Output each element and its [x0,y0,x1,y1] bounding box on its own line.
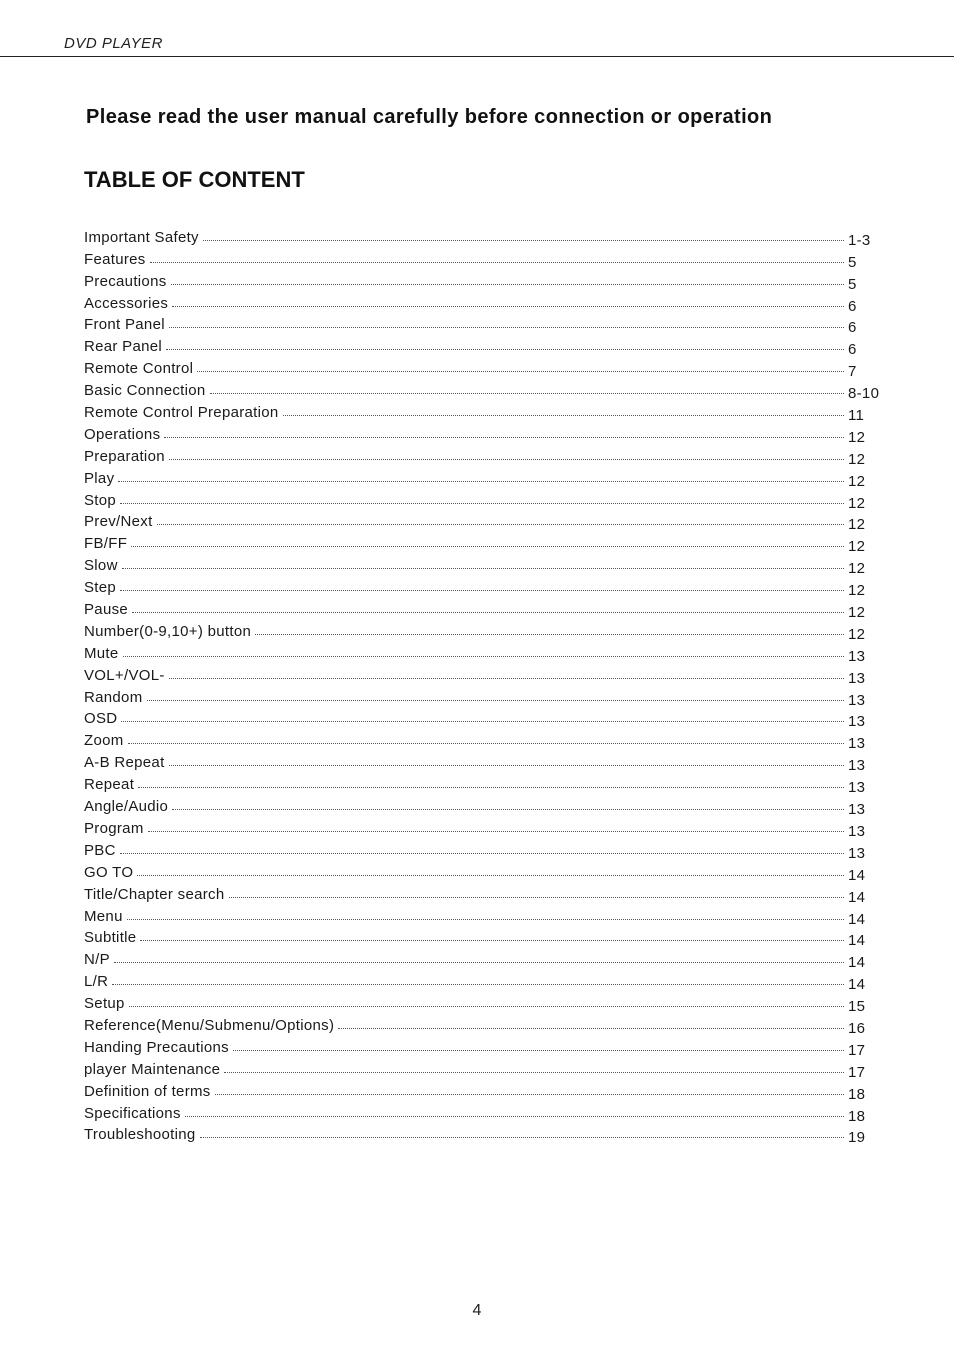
dot-leader [255,634,844,635]
dot-leader [185,1116,844,1117]
dot-leader [172,809,844,810]
toc-entry-label: player Maintenance [84,1060,221,1078]
toc-entry-page: 5 [848,275,857,293]
toc-entry-label: Operations [84,425,161,443]
toc-entry[interactable] [84,377,884,403]
dot-leader [121,721,844,722]
toc-entry[interactable] [84,925,884,950]
toc-entry-page: 14 [848,866,866,884]
toc-entry-page: 12 [848,604,866,622]
toc-entry-page: 12 [848,582,866,600]
dot-leader [131,546,844,547]
dot-leader [129,1006,844,1007]
toc-entry[interactable] [84,487,884,512]
toc-entry[interactable] [84,903,884,928]
toc-entry-page: 14 [848,888,866,906]
toc-entry[interactable] [84,1078,884,1103]
toc-entry[interactable] [84,749,884,775]
toc-entry[interactable] [84,1122,884,1147]
toc-entry-page: 12 [848,538,866,556]
toc-entry-page: 13 [848,713,866,731]
toc-entry-label: Remote Control Preparation [84,404,279,422]
toc-entry-label: Angle/Audio [84,798,169,816]
toc-entry[interactable] [84,246,884,271]
toc-entry-page: 18 [848,1085,866,1103]
toc-entry[interactable] [84,771,884,797]
toc-entry[interactable] [84,727,884,753]
dot-leader [148,831,844,832]
toc-entry-page: 12 [848,560,866,578]
toc-entry-page: 17 [848,1041,866,1059]
toc-entry-label: Preparation [84,447,165,465]
toc-entry-label: Stop [84,491,117,509]
dot-leader [233,1050,844,1051]
page-number: 4 [472,1302,482,1319]
toc-entry[interactable] [84,509,884,534]
dot-leader [171,284,844,285]
dot-leader [140,940,844,941]
toc-entry-page: 7 [848,363,857,381]
dot-leader [210,393,844,394]
toc-entry-label: Program [84,819,144,837]
toc-entry-label: N/P [84,951,110,969]
toc-entry-page: 14 [848,932,866,950]
toc-entry-label: Title/Chapter search [84,885,225,903]
dot-leader [112,984,844,985]
toc-entry-label: Rear Panel [84,338,163,356]
dot-leader [197,371,844,372]
read-manual-notice: Please read the user manual carefully before connection or operation [86,106,773,128]
toc-entry[interactable] [84,399,884,425]
toc-entry-page: 15 [848,998,866,1016]
toc-list [84,224,884,1147]
toc-entry[interactable] [84,990,884,1016]
dot-leader [172,306,844,307]
toc-entry-page: 19 [848,1129,866,1147]
dot-leader [283,415,844,416]
toc-entry[interactable] [84,684,884,709]
toc-entry-page: 13 [848,844,866,862]
toc-entry-label: L/R [84,973,109,991]
dot-leader [132,612,844,613]
dot-leader [138,787,844,788]
dot-leader [215,1094,844,1095]
toc-entry-page: 12 [848,450,866,468]
dot-leader [203,240,844,241]
dot-leader [164,437,844,438]
toc-entry[interactable] [84,333,884,359]
toc-entry[interactable] [84,1034,884,1059]
dot-leader [157,524,844,525]
toc-title: TABLE OF CONTENT [84,167,305,192]
toc-entry-label: Front Panel [84,316,165,334]
dot-leader [127,919,844,920]
toc-entry-label: Specifications [84,1104,181,1122]
dot-leader [338,1028,844,1029]
toc-entry-page: 6 [848,319,857,337]
toc-entry[interactable] [84,881,884,906]
toc-entry[interactable] [84,946,884,972]
toc-entry[interactable] [84,859,884,884]
toc-entry[interactable] [84,793,884,819]
toc-entry[interactable] [84,662,884,687]
toc-entry-label: Troubleshooting [84,1126,196,1144]
toc-entry[interactable] [84,465,884,490]
toc-entry-page: 1-3 [848,231,871,249]
toc-entry-label: Accessories [84,294,169,312]
toc-entry-label: Subtitle [84,929,137,947]
toc-entry-page: 17 [848,1063,866,1081]
toc-entry-page: 14 [848,976,866,994]
toc-entry-label: Step [84,579,117,597]
toc-entry-page: 6 [848,297,857,315]
toc-entry-label: Mute [84,644,119,662]
toc-entry-page: 13 [848,669,866,687]
toc-entry-page: 12 [848,494,866,512]
dot-leader [120,503,844,504]
toc-entry-label: Pause [84,601,129,619]
toc-entry[interactable] [84,640,884,665]
toc-entry[interactable] [84,837,884,862]
toc-entry-page: 5 [848,253,857,271]
toc-entry-page: 13 [848,779,866,797]
dot-leader [122,568,844,569]
toc-entry-label: Features [84,250,146,268]
dot-leader [128,743,844,744]
toc-entry[interactable] [84,706,884,731]
toc-entry-label: Important Safety [84,228,199,246]
dot-leader [166,349,844,350]
toc-entry-page: 12 [848,428,866,446]
toc-entry[interactable] [84,574,884,600]
toc-entry-label: GO TO [84,863,134,881]
toc-entry-label: Repeat [84,776,135,794]
dot-leader [118,481,844,482]
dot-leader [169,327,844,328]
running-header: DVD PLAYER [64,35,163,52]
dot-leader [147,700,845,701]
toc-entry-page: 12 [848,625,866,643]
toc-entry-page: 13 [848,691,866,709]
toc-entry-page: 16 [848,1019,866,1037]
toc-entry-label: Slow [84,557,118,575]
dot-leader [229,897,844,898]
toc-entry-label: Basic Connection [84,382,206,400]
toc-entry-page: 13 [848,801,866,819]
toc-entry[interactable] [84,224,884,249]
toc-entry-label: Handing Precautions [84,1038,229,1056]
toc-entry-page: 18 [848,1107,866,1125]
toc-entry[interactable] [84,1012,884,1037]
toc-entry-page: 6 [848,341,857,359]
toc-entry[interactable] [84,618,884,643]
toc-entry-label: Random [84,688,143,706]
toc-entry-label: Setup [84,995,125,1013]
toc-entry-page: 12 [848,472,866,490]
toc-entry-label: Reference(Menu/Submenu/Options) [84,1016,335,1034]
toc-entry-label: Definition of terms [84,1082,211,1100]
toc-entry-page: 14 [848,910,866,928]
toc-entry-page: 13 [848,822,866,840]
toc-entry[interactable] [84,530,884,556]
toc-entry[interactable] [84,290,884,315]
toc-entry-page: 14 [848,954,866,972]
toc-entry-label: PBC [84,841,116,859]
toc-entry-label: Remote Control [84,360,194,378]
dot-leader [114,962,844,963]
toc-entry[interactable] [84,1056,884,1081]
toc-entry-label: Menu [84,907,123,925]
toc-entry-page: 11 [848,407,865,425]
toc-entry-page: 13 [848,735,866,753]
dot-leader [120,853,844,854]
toc-entry-label: OSD [84,710,118,728]
toc-entry-label: Zoom [84,732,124,750]
toc-entry[interactable] [84,312,884,337]
toc-entry-page: 13 [848,647,866,665]
toc-entry-page: 12 [848,516,866,534]
dot-leader [150,262,844,263]
header-divider [0,56,954,57]
toc-entry[interactable] [84,552,884,578]
toc-entry-page: 8-10 [848,385,880,403]
dot-leader [169,459,844,460]
toc-entry-label: VOL+/VOL- [84,666,165,684]
toc-entry[interactable] [84,421,884,446]
toc-entry[interactable] [84,1100,884,1125]
toc-entry[interactable] [84,596,884,622]
dot-leader [200,1137,844,1138]
toc-entry[interactable] [84,815,884,840]
toc-entry-label: Precautions [84,272,167,290]
toc-entry-label: Prev/Next [84,513,153,531]
dot-leader [137,875,844,876]
toc-entry-label: Number(0-9,10+) button [84,622,252,640]
toc-entry[interactable] [84,355,884,381]
dot-leader [224,1072,844,1073]
toc-entry-label: Play [84,469,115,487]
dot-leader [169,678,844,679]
toc-entry-label: A-B Repeat [84,754,165,772]
toc-entry[interactable] [84,268,884,293]
toc-entry-page: 13 [848,757,866,775]
toc-entry[interactable] [84,443,884,468]
toc-entry-label: FB/FF [84,535,128,553]
dot-leader [123,656,844,657]
dot-leader [120,590,844,591]
toc-entry[interactable] [84,968,884,994]
dot-leader [169,765,844,766]
